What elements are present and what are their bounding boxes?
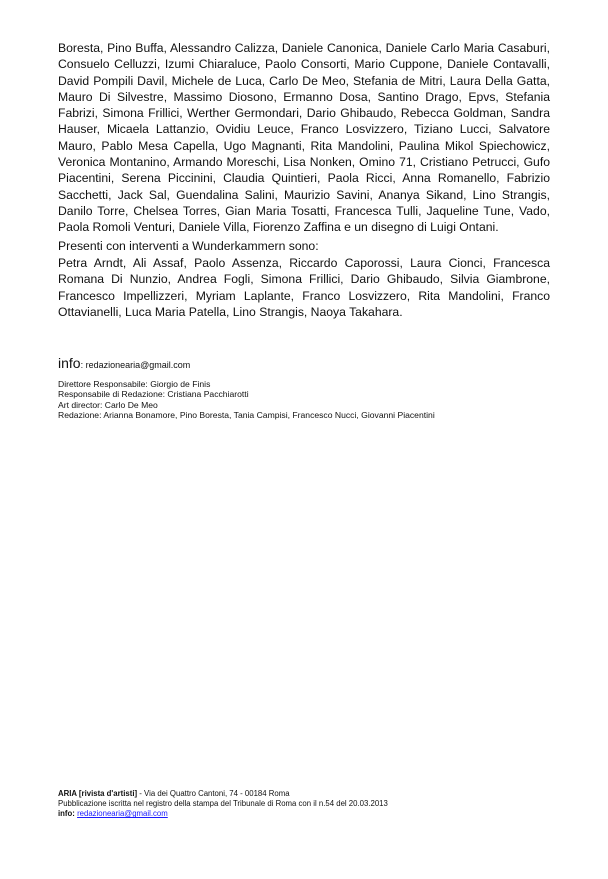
footer-info-label: info: [58, 809, 78, 819]
footer [58, 789, 388, 820]
info-label: info [58, 355, 81, 371]
credit-editorial-manager: Responsabile di Redazione: Cristiana Pacchiarotti [58, 389, 249, 400]
wunderkammern-heading: Presenti con interventi a Wunderkammern sono: [58, 239, 319, 253]
footer-email-link[interactable]: redazionearia@gmail.com [77, 809, 168, 819]
info-separator: : [80, 360, 86, 370]
footer-brand: ARIA [rivista d'artisti] [58, 789, 138, 798]
footer-brand-line [58, 789, 388, 799]
artists-list-paragraph: Boresta, Pino Buffa, Alessandro Calizza, Daniele Canonica, Daniele Carlo Maria Casaburi, Consuelo Celluzzi, Izumi Chiaraluce, Paolo Consorti, Mario Cuppone, Daniele Contavalli, David Pompili Davil, Michele de Luca, Carlo De Meo, Stefania de Mitri, Laura Della Gatta, Mauro Di Silvestre, Massimo Diosono, Ermanno Dosa, Santino Drago, Epvs, Stefania Fabrizi, Simona Frillici, Werther Germondari, Dario Ghibaudo, Rebecca Goldman, Sandra Hauser, Micaela Lattanzio, Ovidiu Leuce, Franco Losvizzero, Tiziano Lucci, Salvatore Mauro, Pablo Mesa Capella, Ugo Magnanti, Rita Mandolini, Paulina Mikol Spiechowicz, Veronica Montanino, Armando Moreschi, Lisa Nonken, Omino 71, Cristiano Petrucci, Gufo Piacentini, Serena Piccinini, Claudia Quintieri, Paola Ricci, Anna Romanello, Fabrizio Sacchetti, Jack Sal, Guendalina Salini, Maurizio Savini, Ananya Sikand, Lino Strangis, Danilo Torre, Chelsea Torres, Gian Maria Tosatti, Francesca Tulli, Jaqueline Tune, Vado, Paola Romoli Venturi, Daniele Villa, Fiorenzo Zaffina e un disegno di Luigi Ontani. [58, 41, 550, 235]
footer-info-line [58, 809, 388, 819]
credit-director: Direttore Responsabile: Giorgio de Finis [58, 379, 211, 389]
credit-art-director: Art director: Carlo De Meo [58, 399, 158, 410]
credit-editorial-staff: Redazione: Arianna Bonamore, Pino Boresta, Tania Campisi, Francesco Nucci, Giovanni Piacentini [58, 409, 435, 420]
wunderkammern-artists-paragraph: Petra Arndt, Ali Assaf, Paolo Assenza, Riccardo Caporossi, Laura Cionci, Francesca Romana Di Nunzio, Andrea Fogli, Simona Frillici, Dario Ghibaudo, Silvia Giambrone, Francesco Impellizzeri, Myriam Laplante, Franco Losvizzero, Rita Mandolini, Franco Ottavianelli, Luca Maria Patella, Lino Strangis, Naoya Takahara. [58, 256, 550, 319]
footer-registration: Pubblicazione iscritta nel registro della stampa del Tribunale di Roma con il n.54 del 20.03.2013 [58, 799, 388, 809]
info-line [58, 356, 190, 372]
credits-block [58, 379, 435, 420]
info-email[interactable]: redazionearia@gmail.com [85, 360, 191, 370]
footer-address: - Via dei Quattro Cantoni, 74 - 00184 Roma [137, 789, 290, 798]
